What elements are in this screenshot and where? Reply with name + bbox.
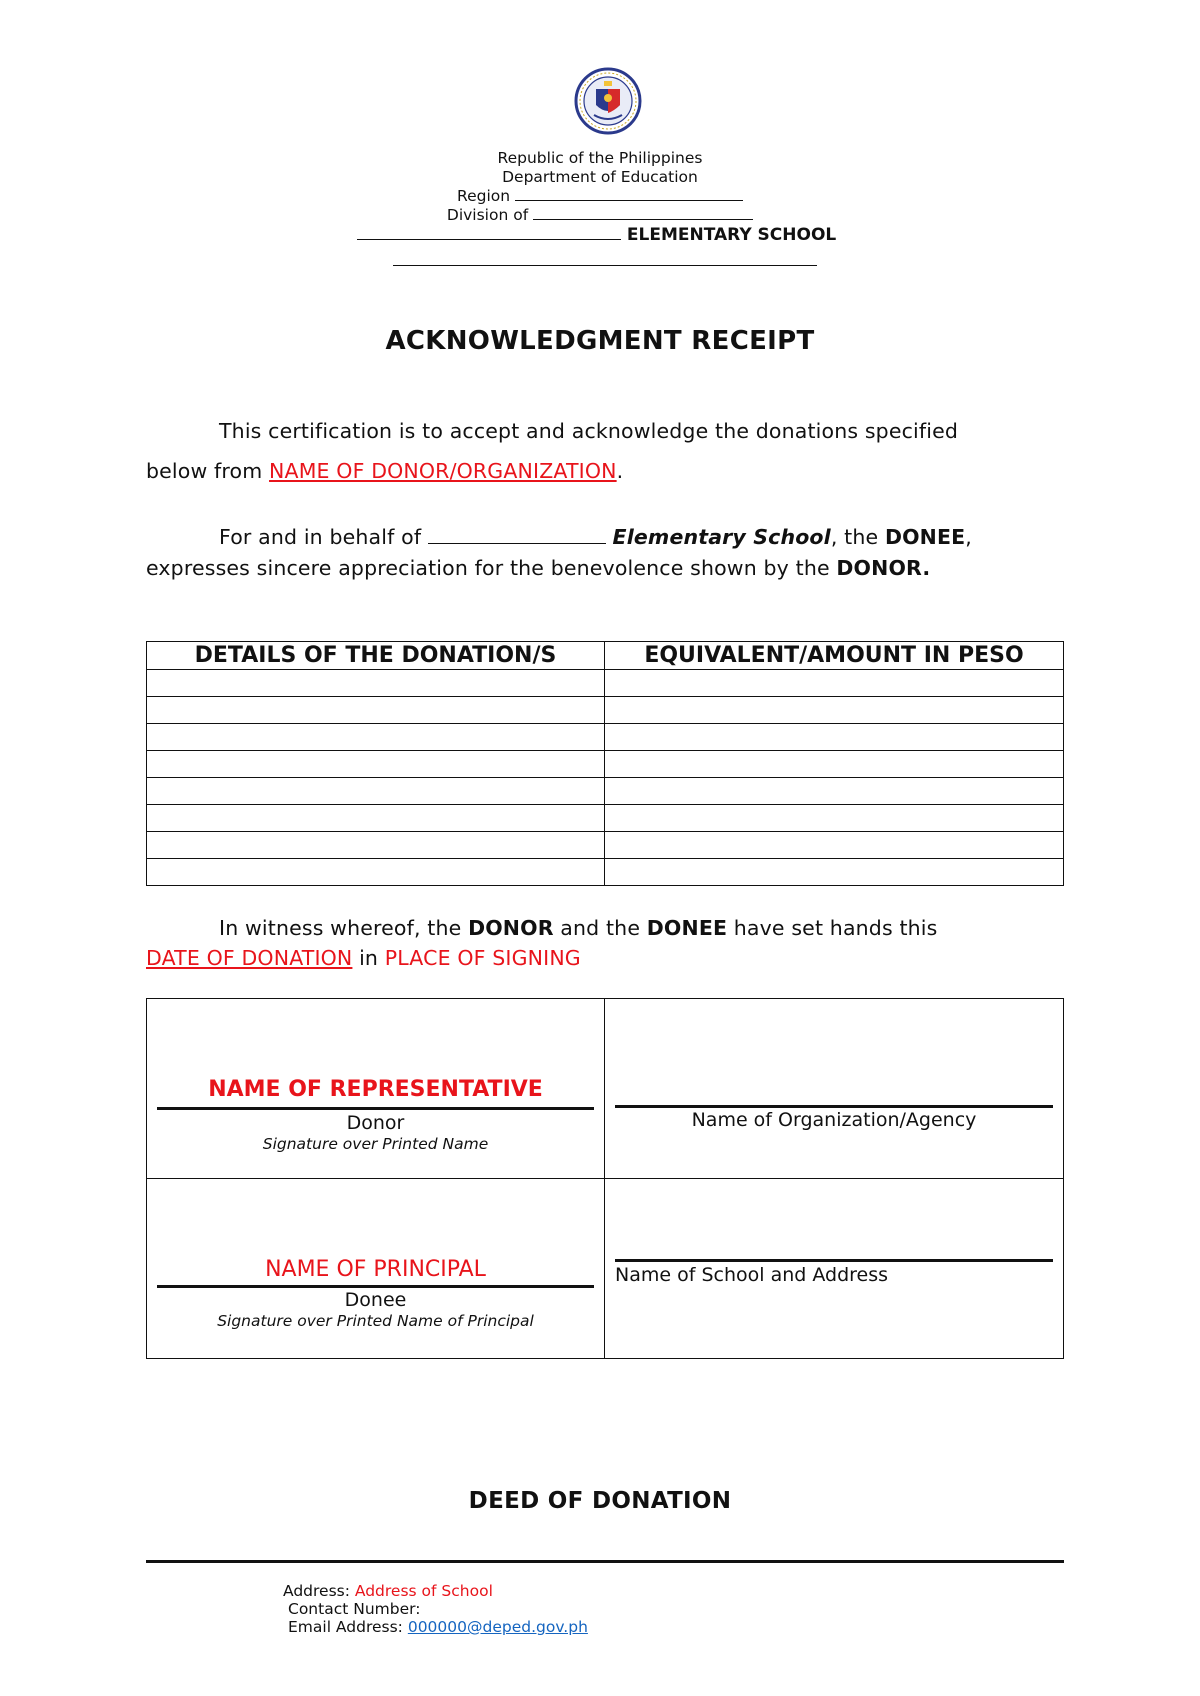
region-label: Region [457, 187, 511, 205]
para3-middle: and the [553, 916, 647, 940]
para2-line1 [146, 525, 1066, 549]
donor-placeholder: NAME OF DONOR/ORGANIZATION [269, 459, 617, 483]
footer-email [288, 1618, 588, 1636]
organization-line [615, 1105, 1053, 1108]
para3-line2 [146, 946, 1066, 970]
principal-name-placeholder: NAME OF PRINCIPAL [265, 1257, 486, 1282]
para1-suffix: . [616, 459, 624, 483]
donation-table [146, 641, 1064, 886]
donor-signature-caption: Signature over Printed Name [262, 1135, 489, 1153]
table-row [147, 832, 1064, 859]
details-cell [147, 751, 605, 778]
para2-line2 [146, 556, 1066, 580]
footer-contact [288, 1600, 420, 1618]
signature-row-principal [147, 1179, 1064, 1359]
footer-rule [146, 1560, 1064, 1563]
para2-blank [428, 527, 606, 544]
para3-line1 [146, 916, 1066, 940]
details-cell [147, 697, 605, 724]
page-title: ACKNOWLEDGMENT RECEIPT [385, 326, 815, 356]
signature-table [146, 998, 1064, 1359]
school-label: ELEMENTARY SCHOOL [626, 225, 837, 245]
region-blank [515, 188, 743, 201]
header-rule [393, 265, 817, 266]
donor-name-placeholder: NAME OF REPRESENTATIVE [208, 1077, 543, 1102]
para2-donee: DONEE [884, 525, 966, 549]
school-address-label: Name of School and Address [615, 1264, 889, 1286]
amount-cell [605, 751, 1064, 778]
deped-seal-icon [574, 67, 642, 135]
principal-signature-cell [147, 1179, 605, 1359]
amount-cell [605, 670, 1064, 697]
header-region [0, 187, 1200, 205]
details-cell [147, 805, 605, 832]
table-row [147, 778, 1064, 805]
para3-in: in [352, 946, 385, 970]
para2-school: Elementary School [612, 525, 831, 549]
school-blank [357, 227, 621, 240]
para2-middle: , the [830, 525, 885, 549]
table-row [147, 751, 1064, 778]
amount-cell [605, 859, 1064, 886]
header-republic: Republic of the Philippines [497, 149, 703, 167]
email-link[interactable]: 000000@deped.gov.ph [407, 1618, 588, 1636]
column-header-amount: EQUIVALENT/AMOUNT IN PESO [605, 642, 1064, 670]
table-row [147, 670, 1064, 697]
amount-cell [605, 778, 1064, 805]
header-department: Department of Education [502, 168, 698, 186]
amount-cell [605, 697, 1064, 724]
principal-signature-line [157, 1285, 594, 1288]
para2-prefix: For and in behalf of [219, 525, 428, 549]
details-cell [147, 859, 605, 886]
school-address-line [615, 1259, 1053, 1262]
school-address-cell [605, 1179, 1064, 1359]
details-cell [147, 670, 605, 697]
address-label: Address: [283, 1582, 350, 1600]
para3-suffix: have set hands this [727, 916, 938, 940]
amount-cell [605, 805, 1064, 832]
principal-role: Donee [344, 1289, 407, 1311]
donation-table-header [147, 642, 1064, 670]
contact-label: Contact Number: [288, 1600, 421, 1618]
table-row [147, 859, 1064, 886]
division-blank [533, 207, 753, 220]
donor-signature-cell [147, 999, 605, 1179]
place-placeholder: PLACE OF SIGNING [384, 946, 581, 970]
para3-donor: DONOR [468, 916, 554, 940]
para3-donee: DONEE [646, 916, 728, 940]
para3-prefix: In witness whereof, the [219, 916, 469, 940]
signature-row-donor [147, 999, 1064, 1179]
para2-donor: DONOR. [836, 556, 931, 580]
details-cell [147, 724, 605, 751]
date-placeholder: DATE OF DONATION [146, 946, 353, 970]
table-row [147, 805, 1064, 832]
para1-prefix: below from [146, 459, 270, 483]
para1-line1: This certification is to accept and acknowledge the donations specified [219, 419, 959, 443]
deed-title: DEED OF DONATION [468, 1488, 732, 1514]
details-cell [147, 832, 605, 859]
header-school [357, 225, 836, 245]
footer-address [283, 1582, 493, 1600]
donor-role: Donor [346, 1112, 405, 1134]
para2-line2-prefix: expresses sincere appreciation for the benevolence shown by the [146, 556, 837, 580]
amount-cell [605, 724, 1064, 751]
table-row [147, 724, 1064, 751]
organization-cell [605, 999, 1064, 1179]
division-label: Division of [446, 206, 529, 224]
para2-comma: , [965, 525, 972, 549]
email-label: Email Address: [288, 1618, 403, 1636]
address-value: Address of School [354, 1582, 493, 1600]
table-row [147, 697, 1064, 724]
organization-label: Name of Organization/Agency [691, 1109, 977, 1131]
column-header-details: DETAILS OF THE DONATION/S [147, 642, 605, 670]
donor-signature-line [157, 1107, 594, 1110]
header-division [0, 206, 1200, 224]
details-cell [147, 778, 605, 805]
para1-line2 [146, 459, 1066, 483]
principal-signature-caption: Signature over Printed Name of Principal [217, 1312, 534, 1330]
amount-cell [605, 832, 1064, 859]
